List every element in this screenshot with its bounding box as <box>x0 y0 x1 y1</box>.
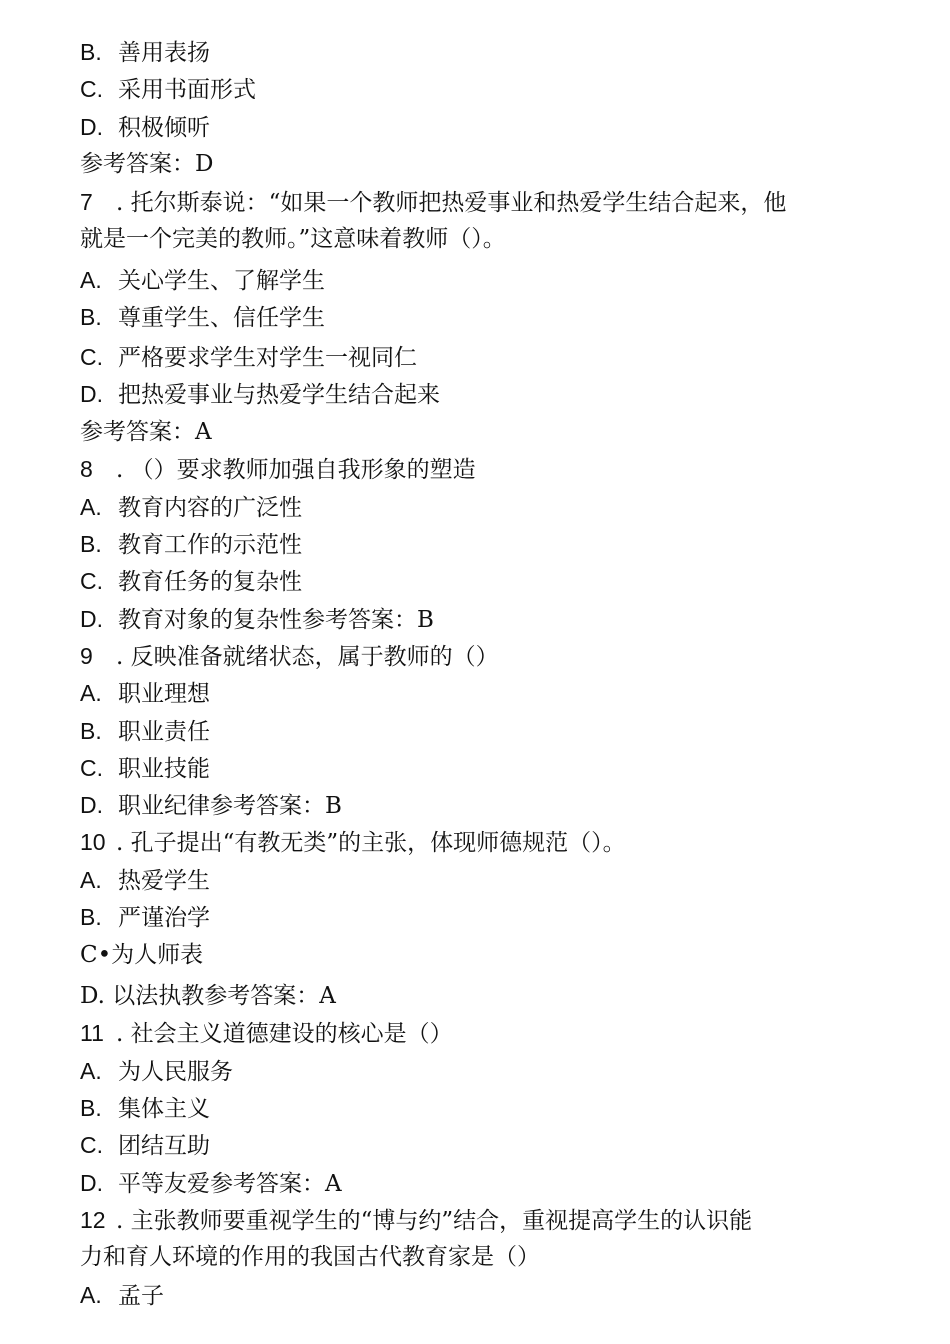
option-line <box>80 1280 890 1311</box>
option-line <box>80 1093 890 1124</box>
option-text: 积极倾听 <box>118 115 210 141</box>
question-line <box>80 641 890 672</box>
option-text: 把热爱事业与热爱学生结合起来 <box>118 382 440 408</box>
question-text: . 主张教师要重视学生的“博与约”结合，重视提高学生的认识能 <box>116 1208 753 1234</box>
option-letter: B. <box>80 39 102 65</box>
option-text: 教育对象的复杂性参考答案：B <box>118 607 434 633</box>
option-text: 职业理想 <box>118 681 210 707</box>
option-letter: B. <box>80 904 102 930</box>
option-letter: D. <box>80 606 103 632</box>
option-text: 严谨治学 <box>118 905 210 931</box>
option-text: 尊重学生、信任学生 <box>118 305 325 331</box>
option-letter: D. <box>80 792 103 818</box>
question-line <box>80 1205 890 1236</box>
question-number: 11 <box>80 1020 104 1046</box>
option-text: 严格要求学生对学生一视同仁 <box>118 345 417 371</box>
question-text: . 托尔斯泰说：“如果一个教师把热爱事业和热爱学生结合起来，他 <box>116 190 787 216</box>
option-text: 职业技能 <box>118 756 210 782</box>
option-line <box>80 678 890 709</box>
option-line <box>80 790 890 821</box>
option-letter: A. <box>80 1058 102 1084</box>
option-letter: C. <box>80 755 103 781</box>
option-text: 集体主义 <box>118 1096 210 1122</box>
question-line <box>80 1018 890 1049</box>
option-line <box>80 379 890 410</box>
option-line-plain: C•为人师表 <box>80 942 204 968</box>
option-line <box>80 112 890 143</box>
question-number: 7 <box>80 189 93 215</box>
option-text: 教育任务的复杂性 <box>118 569 302 595</box>
question-number: 9 <box>80 643 93 669</box>
answer-line: 参考答案：A <box>80 419 212 445</box>
option-letter: B. <box>80 531 102 557</box>
option-text: 热爱学生 <box>118 868 210 894</box>
option-line <box>80 865 890 896</box>
option-letter: B. <box>80 718 102 744</box>
option-line <box>80 1168 890 1199</box>
question-continuation: 就是一个完美的教师。”这意味着教师（）。 <box>80 226 506 252</box>
option-letter: A. <box>80 1282 102 1308</box>
question-number: 10 <box>80 829 106 855</box>
option-line-plain: D. 以法执教参考答案：A <box>80 983 336 1009</box>
option-line <box>80 716 890 747</box>
option-letter: D. <box>80 114 103 140</box>
question-text: . 孔子提出“有教无类”的主张，体现师德规范（）。 <box>116 830 626 856</box>
option-letter: A. <box>80 867 102 893</box>
option-line <box>80 529 890 560</box>
option-line <box>80 302 890 333</box>
option-text: 职业责任 <box>118 719 210 745</box>
question-line <box>80 187 890 218</box>
option-line <box>80 342 890 373</box>
option-text: 善用表扬 <box>118 40 210 66</box>
option-line <box>80 74 890 105</box>
option-letter: A. <box>80 267 102 293</box>
option-text: 采用书面形式 <box>118 77 256 103</box>
option-letter: A. <box>80 494 102 520</box>
question-text: . 社会主义道德建设的核心是（） <box>116 1021 453 1047</box>
option-line <box>80 753 890 784</box>
option-text: 为人民服务 <box>118 1059 233 1085</box>
option-line <box>80 566 890 597</box>
option-text: 孟子 <box>118 1283 164 1309</box>
option-letter: D. <box>80 381 103 407</box>
option-text: 团结互助 <box>118 1133 210 1159</box>
option-line <box>80 1056 890 1087</box>
option-letter: C. <box>80 344 103 370</box>
option-line <box>80 1130 890 1161</box>
option-line <box>80 492 890 523</box>
option-letter: C. <box>80 1132 103 1158</box>
question-text: . （）要求教师加强自我形象的塑造 <box>116 457 476 483</box>
question-continuation: 力和育人环境的作用的我国古代教育家是（） <box>80 1244 540 1270</box>
option-letter: C. <box>80 568 103 594</box>
option-text: 教育工作的示范性 <box>118 532 302 558</box>
option-line <box>80 37 890 68</box>
option-letter: A. <box>80 680 102 706</box>
option-letter: D. <box>80 1170 103 1196</box>
option-text: 平等友爱参考答案：A <box>118 1171 342 1197</box>
answer-line: 参考答案：D <box>80 151 214 177</box>
option-letter: B. <box>80 1095 102 1121</box>
question-number: 8 <box>80 456 93 482</box>
option-line <box>80 265 890 296</box>
question-line <box>80 827 890 858</box>
option-letter: B. <box>80 304 102 330</box>
option-text: 关心学生、了解学生 <box>118 268 325 294</box>
question-text: . 反映准备就绪状态，属于教师的（） <box>116 644 499 670</box>
option-line <box>80 604 890 635</box>
option-letter: C. <box>80 76 103 102</box>
option-text: 职业纪律参考答案：B <box>118 793 342 819</box>
question-line <box>80 454 890 485</box>
option-line <box>80 902 890 933</box>
option-text: 教育内容的广泛性 <box>118 495 302 521</box>
question-number: 12 <box>80 1207 106 1233</box>
